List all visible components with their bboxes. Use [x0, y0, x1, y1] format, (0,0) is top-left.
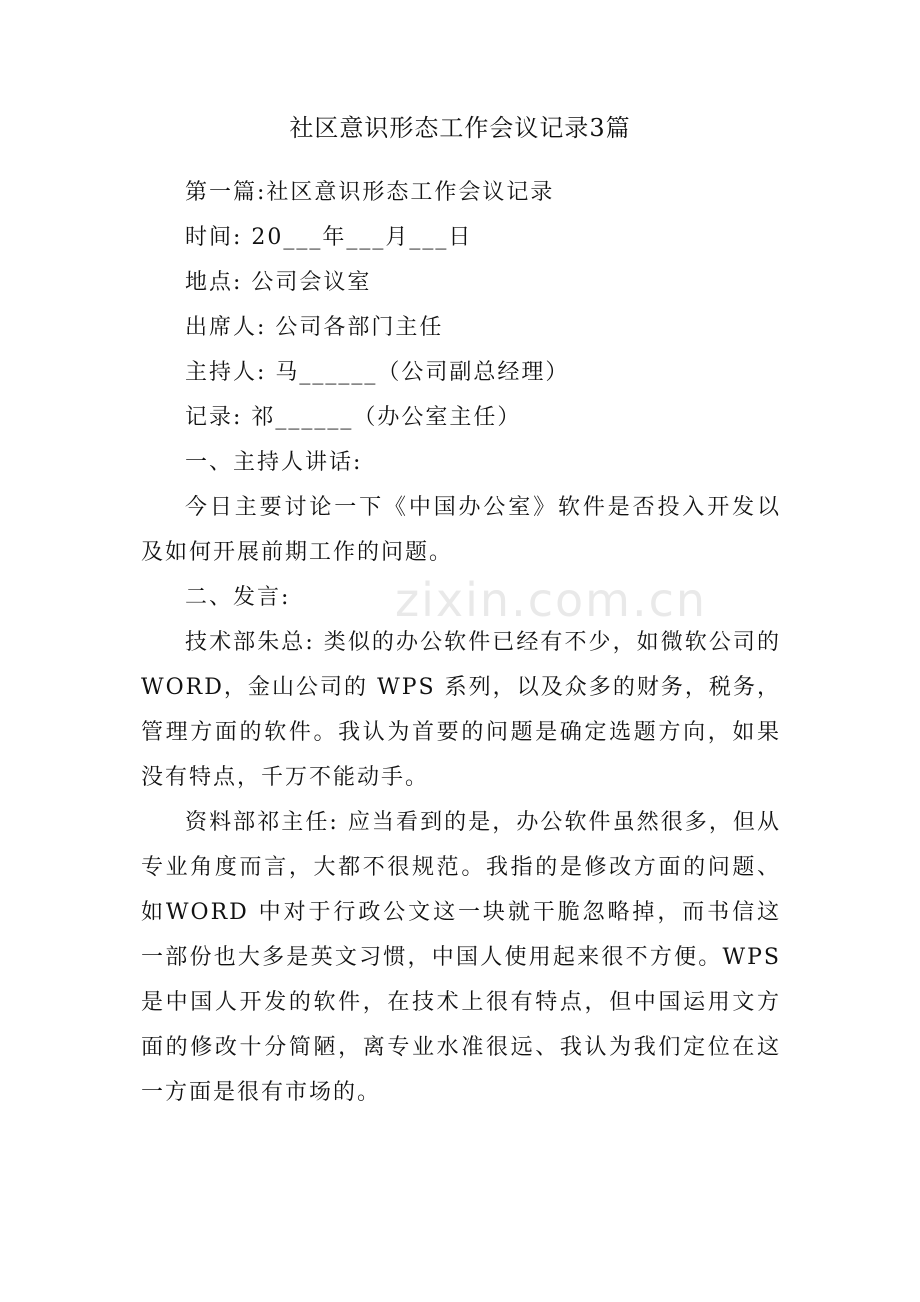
meeting-host: 主持人: 马______（公司副总经理） — [185, 360, 570, 385]
document-body — [141, 170, 781, 1115]
document-title: 社区意识形态工作会议记录3篇 — [289, 114, 631, 142]
meeting-location: 地点: 公司会议室 — [185, 270, 372, 295]
body-paragraph: 资料部祁主任: 应当看到的是，办公软件虽然很多，但从专业角度而言，大都不很规范。我指的是修改方面的问题、如WORD 中对于行政公文这一块就干脆忽略掉，而书信这一部份也大多是英文习惯，中国人使用起来很不方便。WPS 是中国人开发的软件，在技术上很有特点，但中国运用文方面的修改十分简陋，离专业水准很远、我认为我们定位在这一方面是很有市场的。 — [141, 810, 781, 1105]
meeting-attendees: 出席人: 公司各部门主任 — [185, 315, 444, 340]
section-heading: 第一篇:社区意识形态工作会议记录 — [185, 180, 555, 205]
meeting-recorder: 记录: 祁______（办公室主任） — [185, 405, 522, 430]
body-paragraph: 技术部朱总: 类似的办公软件已经有不少，如微软公司的WORD，金山公司的 WPS 系列，以及众多的财务，税务，管理方面的软件。我认为首要的问题是确定选题方向，如果没有特点，千万不能动手。 — [141, 630, 781, 790]
body-paragraph: 今日主要讨论一下《中国办公室》软件是否投入开发以及如何开展前期工作的问题。 — [141, 495, 781, 565]
watermark: zixin.com.cn — [395, 573, 708, 627]
agenda-heading-1: 一、主持人讲话: — [185, 450, 363, 475]
agenda-heading-2: 二、发言: — [185, 585, 291, 610]
meeting-time: 时间: 20___年___月___日 — [185, 225, 473, 250]
